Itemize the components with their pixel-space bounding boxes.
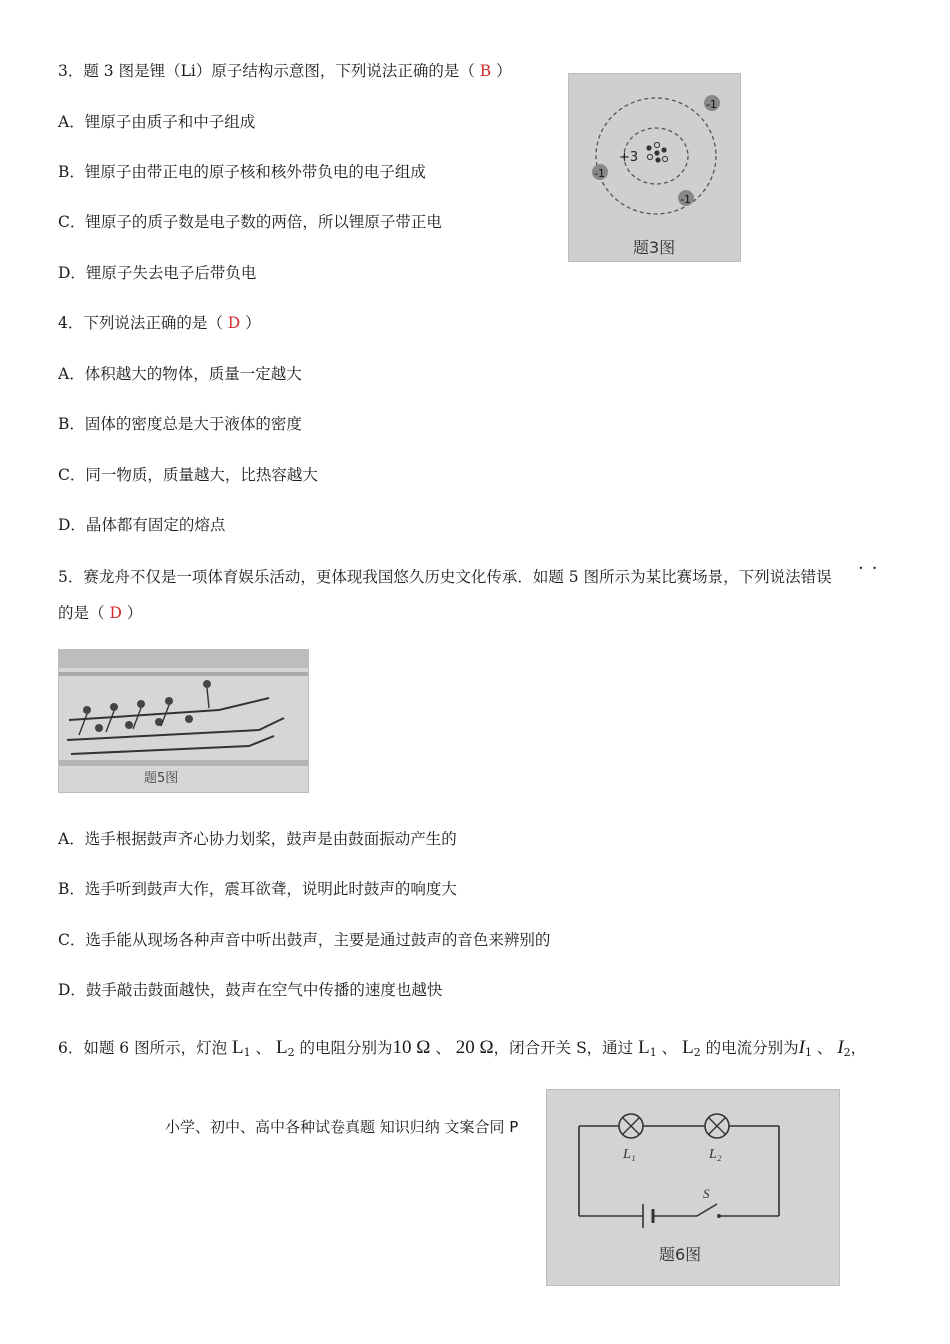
q5-answer: D (109, 604, 122, 622)
q3-option-c: C．锂原子的质子数是电子数的两倍，所以锂原子带正电 (58, 213, 442, 231)
electron-2 (592, 164, 608, 180)
svg-text:L₁: L₁ (623, 1147, 636, 1162)
q4-stem: 4．下列说法正确的是（ D ） (58, 314, 261, 332)
figure-3-caption: 题3图 (633, 238, 676, 257)
nucleus-charge-label: +3 (619, 150, 639, 165)
svg-text:S: S (703, 1186, 710, 1201)
q4-answer: D (227, 314, 241, 332)
lamp-l1 (619, 1114, 643, 1162)
q5-stem-line2: 的是（ D ） (58, 604, 143, 622)
svg-text:-1: -1 (680, 193, 691, 206)
svg-text:L₂: L₂ (709, 1147, 722, 1162)
q4-option-c: C．同一物质，质量越大，比热容越大 (58, 466, 318, 484)
circuit-figure (546, 1089, 840, 1286)
q3-stem: 3．题 3 图是锂（Li）原子结构示意图，下列说法正确的是（ B ） (58, 62, 512, 80)
lamp-l2 (705, 1114, 729, 1162)
q5-option-a: A．选手根据鼓声齐心协力划桨，鼓声是由鼓面振动产生的 (58, 830, 457, 848)
q5-option-d: D．鼓手敲击鼓面越快，鼓声在空气中传播的速度也越快 (58, 981, 443, 999)
svg-text:-1: -1 (594, 167, 605, 180)
footer-text: 小学、初中、高中各种试卷真题 知识归纳 文案合同 P (165, 1118, 519, 1136)
atom-figure (568, 73, 741, 262)
figure-6-caption: 题6图 (659, 1245, 702, 1264)
q3-answer: B (479, 62, 492, 80)
battery (643, 1204, 653, 1228)
q3-option-a: A．锂原子由质子和中子组成 (58, 113, 256, 131)
q5-option-c: C．选手能从现场各种声音中听出鼓声，主要是通过鼓声的音色来辨别的 (58, 931, 551, 949)
q6-stem: 6．如题 6 图所示，灯泡 $L_1$ 、 $L_2$ 的电阻分别为10 Ω 、 20 Ω，闭合开关 S，通过 $L_1$ 、 $L_2$ 的电流分别为$I_1$ 、 $I_2$， (58, 1037, 867, 1059)
q4-option-a: A．体积越大的物体，质量一定越大 (58, 365, 302, 383)
q5-option-b: B．选手听到鼓声大作，震耳欲聋，说明此时鼓声的响度大 (58, 880, 457, 898)
svg-text:-1: -1 (706, 98, 717, 111)
q4-option-b: B．固体的密度总是大于液体的密度 (58, 415, 302, 433)
q5-stem-line1: 5．赛龙舟不仅是一项体育娱乐活动，更体现我国悠久历史文化传承．如题 5 图所示为某比赛场景，下列说法错误 (58, 568, 832, 586)
electron-3 (678, 190, 694, 206)
switch-s (703, 1186, 721, 1218)
emphasis-dots: ·· (858, 558, 886, 579)
electron-1 (704, 95, 720, 111)
q4-option-d: D．晶体都有固定的熔点 (58, 516, 226, 534)
q3-option-d: D．锂原子失去电子后带负电 (58, 264, 257, 282)
q3-option-b: B．锂原子由带正电的原子核和核外带负电的电子组成 (58, 163, 426, 181)
figure-5-caption: 题5图 (144, 771, 179, 786)
dragon-boat-figure (58, 649, 309, 793)
